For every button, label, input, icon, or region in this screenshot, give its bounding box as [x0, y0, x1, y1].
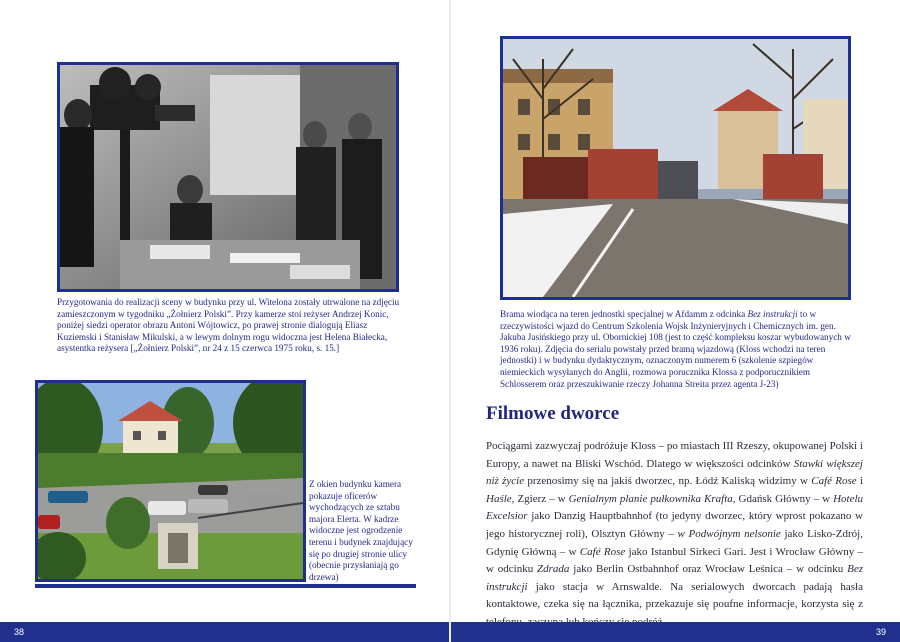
- film-set-image: [60, 65, 396, 289]
- right-page-number: 39: [875, 627, 886, 637]
- street-caption: Z okien budynku kamera pokazuje oficerów wychodzących ze sztabu majora Elerta. W kadrze widoczne jest ogrodzenie terenu i budynek znajdujący się po drugiej stronie ulicy (obecnie przysłaniają go drzewa): [309, 479, 413, 582]
- right-page-footer: [451, 622, 900, 642]
- gate-caption-episode: Bez instrukcji: [747, 309, 798, 319]
- street-caption-rule: [35, 584, 416, 588]
- section-title: Filmowe dworce: [486, 403, 620, 424]
- left-page-footer: [0, 622, 449, 642]
- film-set-photo: [57, 62, 399, 292]
- left-page-number: 38: [14, 627, 25, 637]
- gate-image: [503, 39, 848, 297]
- street-view-image: [38, 383, 303, 579]
- gate-caption-part2: to w rzeczywistości wjazd do Centrum Szkolenia Wojsk Inżynieryjnych i Chemicznych im. gen. Jakuba Jasińskiego przy ul. Obornickiej 108 (jest to część kompleksu koszar wybudowanych w 1936 roku). Zdjęcia do serialu powstały przed bramą wjazdową (Kloss wchodzi na teren jednostki) i w budynku dydaktycznym, oznaczonym numerem 6 (szkolenie szpiegów niemieckich wysyłanych do Anglii, rozmowa porucznika Klossa z podporucznikiem Schlosserem oraz przeszukiwanie rzeczy Johanna Streita przez agenta J-23): [500, 309, 851, 389]
- film-set-caption: Przygotowania do realizacji sceny w budynku przy ul. Witelona zostały utrwalone na zdjęciu zamieszczonym w tygodniku „Żołnierz Polski”. Przy kamerze stoi reżyser Andrzej Konic, poniżej siedzi operator obrazu Antoni Wójtowicz, po prawej stronie dialogują Eliasz Kuziemski i Stanisław Mikulski, a w lewym dolnym rogu widoczna jest Helena Białecka, asystentka reżysera [„Żołnierz Polski”, nr 24 z 15 czerwca 1975 roku, s. 15.]: [57, 297, 400, 354]
- gate-photo: [500, 36, 851, 300]
- street-view-photo: [35, 380, 306, 582]
- body-paragraph: Pociągami zazwyczaj podróżuje Kloss – po miastach III Rzeszy, okupowanej Polski i Europy, a nawet na Bliski Wschód. Dlatego w większości odcinków Stawki większej niż życie przenosimy się na jakiś dworzec, np. Łódź Kaliską widzimy w Café Rose i Haśle, Zgierz – w Genialnym planie pułkownika Krafta, Gdańsk Główny – w Hotelu Excelsior jako Danzig Hauptbahnhof (to jedyny dworzec, który wprost pokazano w jego historycznej roli), Olsztyn Główny – w Podwójnym nelsonie jako Lisko-Zdrój, Gdynię Główną – w Café Rose jako Istanbul Sirkeci Gari. Jest i Wrocław Główny – w odcinku Zdrada jako Berlin Ostbahnhof oraz Wrocław Leśnica – w odcinku Bez instrukcji jako stacja w Arnswalde. Na serialowych dworcach padają hasła kontaktowe, czeka się na łącznika, przekazuje się poufne informacje, korzysta się z: [486, 440, 864, 611]
- gate-caption-part1: Brama wiodąca na teren jednostki specjalnej w Afdamm z odcinka: [500, 309, 748, 319]
- gate-caption: [500, 309, 852, 390]
- body-text: [486, 438, 863, 632]
- page-gutter: [449, 0, 451, 642]
